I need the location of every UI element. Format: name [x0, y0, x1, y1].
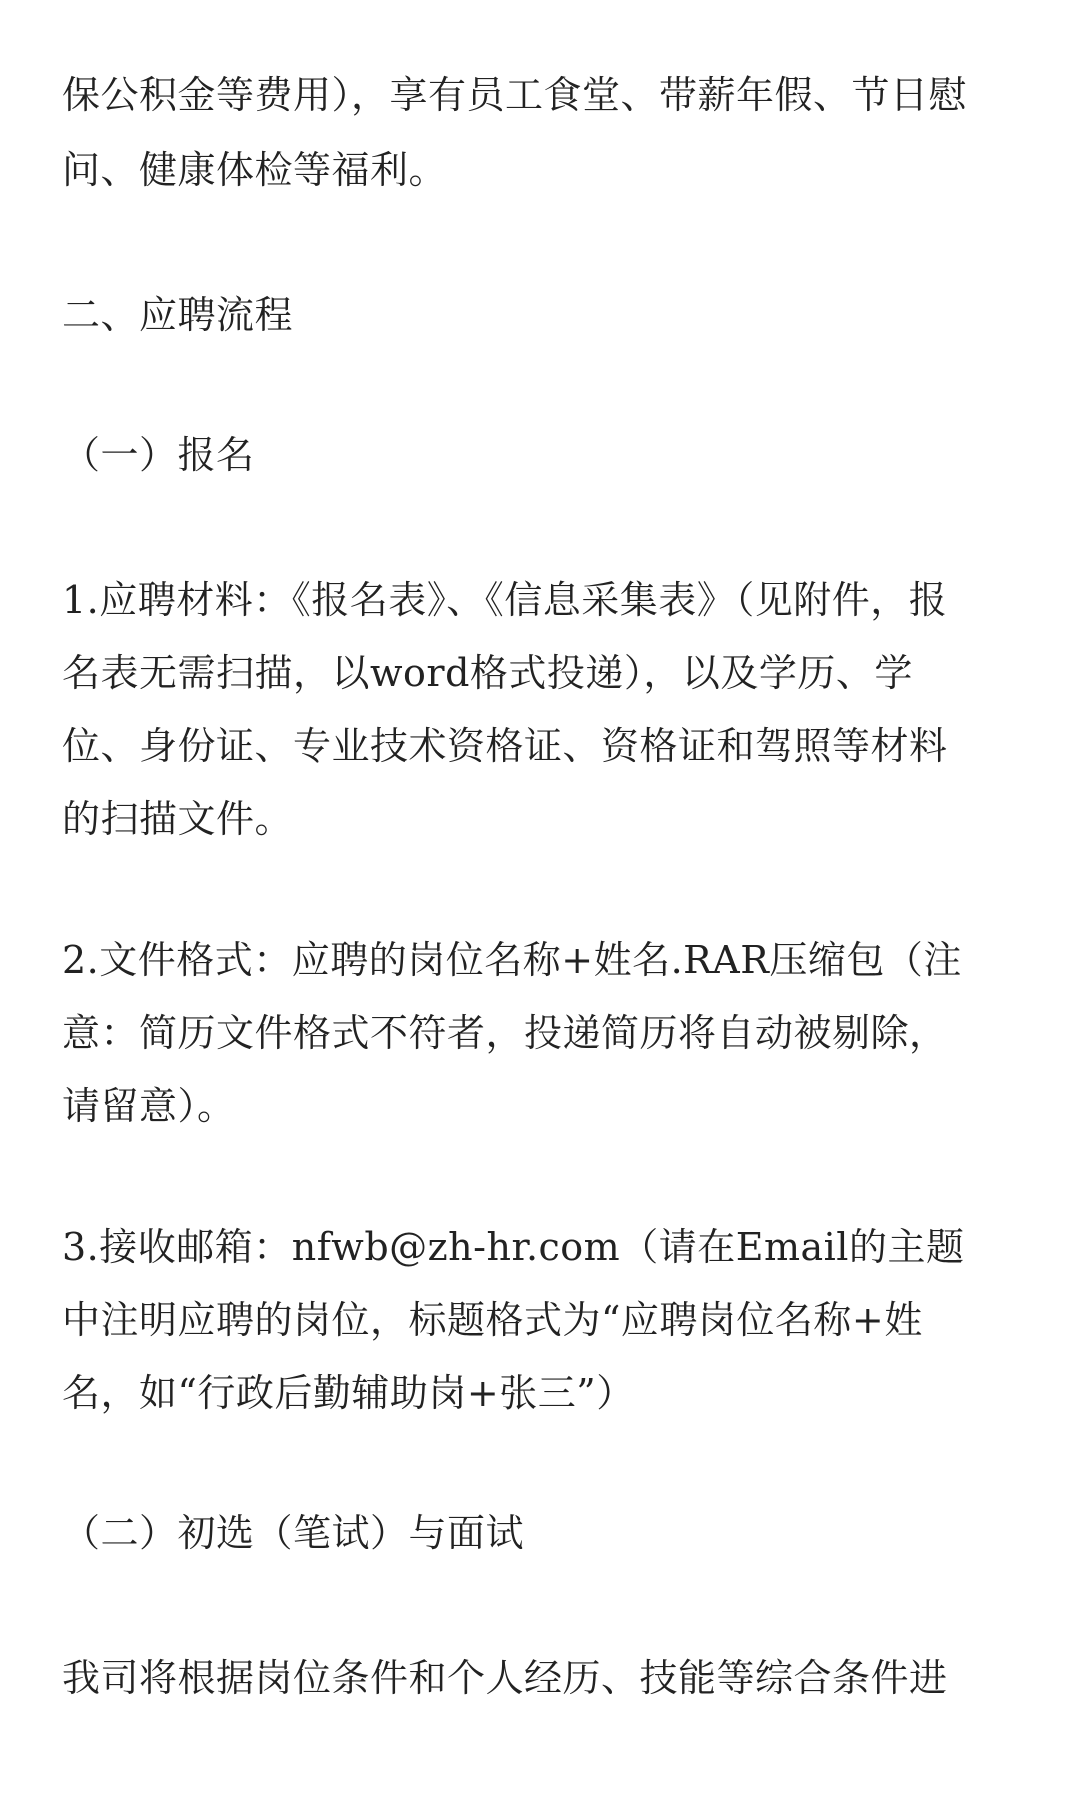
format-paragraph-line-1: 2.文件格式：应聘的岗位名称+姓名.RAR压缩包（注	[62, 938, 962, 982]
subsection-heading-signup: （一）报名	[62, 433, 255, 477]
section-heading-process: 二、应聘流程	[62, 293, 294, 337]
materials-paragraph-line-4: 的扫描文件。	[62, 797, 294, 841]
email-paragraph-line-3: 名，如“行政后勤辅助岗+张三”）	[62, 1371, 635, 1415]
email-paragraph-line-1: 3.接收邮箱：nfwb@zh-hr.com（请在Email的主题	[62, 1225, 965, 1269]
subsection-heading-screening: （二）初选（笔试）与面试	[62, 1511, 525, 1555]
materials-paragraph-line-1: 1.应聘材料：《报名表》、《信息采集表》（见附件，报	[62, 578, 948, 622]
materials-paragraph-line-3: 位、身份证、专业技术资格证、资格证和驾照等材料	[62, 724, 948, 768]
welfare-paragraph-line-2: 问、健康体检等福利。	[62, 148, 448, 192]
screening-paragraph-line-1: 我司将根据岗位条件和个人经历、技能等综合条件进	[62, 1656, 948, 1700]
materials-paragraph-line-2: 名表无需扫描，以word格式投递），以及学历、学	[62, 651, 913, 695]
format-paragraph-line-3: 请留意）。	[62, 1084, 236, 1128]
email-paragraph-line-2: 中注明应聘的岗位，标题格式为“应聘岗位名称+姓	[62, 1298, 923, 1342]
welfare-paragraph-line-1: 保公积金等费用），享有员工食堂、带薪年假、节日慰	[62, 73, 968, 117]
format-paragraph-line-2: 意：简历文件格式不符者，投递简历将自动被剔除，	[62, 1011, 948, 1055]
